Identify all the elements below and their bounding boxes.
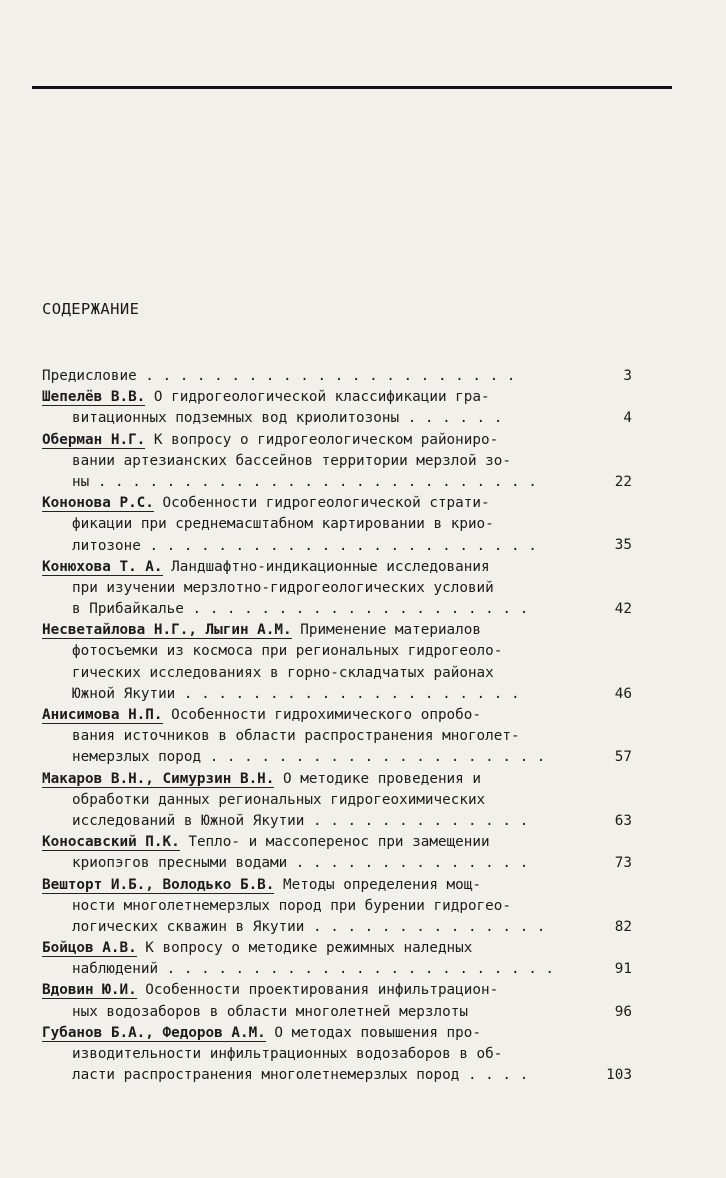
toc-entry bbox=[42, 875, 632, 939]
toc-authors: Несветайлова Н.Г., Лыгин А.М. bbox=[42, 622, 292, 639]
toc-page-number: 91 bbox=[614, 961, 632, 978]
toc-page-number: 57 bbox=[614, 749, 632, 766]
toc-page-number: 63 bbox=[614, 812, 632, 829]
toc-entry bbox=[42, 1023, 632, 1087]
toc-entry-continuation-line bbox=[42, 1065, 632, 1086]
toc-title-text: гических исследованиях в горно-складчатых районах bbox=[72, 664, 494, 681]
toc-page-number: 96 bbox=[614, 1003, 632, 1020]
toc-entry-first-line bbox=[42, 430, 632, 451]
toc-entry-first-line bbox=[42, 769, 632, 790]
toc-page-number: 42 bbox=[614, 601, 632, 618]
toc-title-text: Предисловие . . . . . . . . . . . . . . . . . . . . . . bbox=[42, 368, 516, 384]
toc-entry-continuation-line bbox=[42, 726, 632, 747]
toc-entry-continuation-line bbox=[42, 853, 632, 874]
toc-entry bbox=[42, 980, 632, 1022]
toc-entry-continuation-line bbox=[42, 663, 632, 684]
toc-authors: Макаров В.Н., Симурзин В.Н. bbox=[42, 770, 275, 787]
toc-entry-continuation-line bbox=[42, 472, 632, 493]
toc-entry-first-line bbox=[42, 875, 632, 896]
toc-authors: Вешторт И.Б., Володько Б.В. bbox=[42, 876, 275, 893]
toc-title-text: Ландшафтно-индикационные исследования bbox=[162, 558, 490, 575]
toc-page-number: 46 bbox=[614, 685, 632, 702]
toc-title-text: при изучении мерзлотно-гидрогеологических условий bbox=[72, 579, 494, 596]
toc-entry-continuation-line bbox=[42, 1044, 632, 1065]
contents-heading: СОДЕРЖАНИЕ bbox=[42, 300, 140, 318]
toc-title-text: О методике проведения и bbox=[274, 770, 481, 787]
toc-title-text: изводительности инфильтрационных водозаборов в об- bbox=[72, 1046, 503, 1062]
toc-title-text: О гидрогеологической классификации гра- bbox=[145, 389, 490, 406]
toc-entry-first-line bbox=[42, 832, 632, 853]
toc-entry-continuation-line bbox=[42, 917, 632, 938]
toc-entry-continuation-line bbox=[42, 578, 632, 599]
toc-title-text: обработки данных региональных гидрогеохимических bbox=[72, 791, 486, 808]
toc-entry-first-line bbox=[42, 1023, 632, 1044]
toc-title-text: ных водозаборов в области многолетней мерзлоты bbox=[72, 1003, 468, 1020]
toc-entry-first-line bbox=[42, 938, 632, 959]
toc-entry-first-line bbox=[42, 705, 632, 726]
toc-title-text: вания источников в области распространения многолет- bbox=[72, 728, 520, 745]
toc-entry bbox=[42, 705, 632, 769]
toc-entry-continuation-line bbox=[42, 599, 632, 620]
toc-title-text: исследований в Южной Якутии . . . . . . . . . . . . . bbox=[72, 812, 529, 829]
toc-authors: Шепелёв В.В. bbox=[42, 389, 146, 406]
toc-title-text: в Прибайкалье . . . . . . . . . . . . . . . . . . . . bbox=[72, 601, 529, 618]
toc-authors: Коносавский П.К. bbox=[42, 834, 180, 851]
toc-entry-continuation-line bbox=[42, 684, 632, 705]
toc-page-number: 22 bbox=[614, 473, 632, 490]
toc-title-text: К вопросу о гидрогеологическом райониро- bbox=[145, 431, 499, 448]
toc-title-text: наблюдений . . . . . . . . . . . . . . . . . . . . . . . bbox=[72, 961, 555, 978]
toc-entry-continuation-line bbox=[42, 536, 632, 557]
toc-entry-continuation-line bbox=[42, 790, 632, 811]
toc-title-text: ны . . . . . . . . . . . . . . . . . . . . . . . . . . bbox=[72, 473, 537, 490]
toc-entry-continuation-line bbox=[42, 1002, 632, 1023]
toc-title-text: Особенности проектирования инфильтрацион- bbox=[136, 982, 499, 999]
toc-entry-first-line bbox=[42, 557, 632, 578]
toc-entry bbox=[42, 832, 632, 874]
toc-entry-continuation-line bbox=[42, 408, 632, 429]
top-rule bbox=[32, 86, 672, 89]
toc-title-text: Применение материалов bbox=[291, 622, 481, 639]
toc-title-text: Южной Якутии . . . . . . . . . . . . . . . . . . . . bbox=[72, 685, 520, 702]
toc-entry bbox=[42, 366, 632, 387]
toc-entry-first-line bbox=[42, 493, 632, 514]
toc-title-text: О методах повышения про- bbox=[265, 1024, 481, 1041]
toc-authors: Оберман Н.Г. bbox=[42, 431, 146, 448]
toc-entry-continuation-line bbox=[42, 896, 632, 917]
toc-title-text: вании артезианских бассейнов территории мерзлой зо- bbox=[72, 452, 511, 469]
toc-entry bbox=[42, 493, 632, 557]
toc-entry-first-line bbox=[42, 366, 632, 387]
toc-page-number: 4 bbox=[623, 410, 632, 427]
toc-authors: Анисимова Н.П. bbox=[42, 707, 163, 723]
toc-entry-continuation-line bbox=[42, 451, 632, 472]
table-of-contents bbox=[42, 366, 632, 1086]
toc-page-number: 103 bbox=[606, 1067, 632, 1084]
toc-entry bbox=[42, 938, 632, 980]
toc-entry bbox=[42, 557, 632, 621]
toc-entry-first-line bbox=[42, 980, 632, 1001]
toc-authors: Кононова Р.С. bbox=[42, 495, 154, 512]
toc-page-number: 73 bbox=[614, 855, 632, 872]
toc-title-text: Особенности гидрохимического опробо- bbox=[162, 707, 481, 723]
toc-entry bbox=[42, 769, 632, 833]
toc-title-text: К вопросу о методике режимных наледных bbox=[136, 940, 473, 957]
toc-page-number: 3 bbox=[623, 367, 632, 384]
toc-entry-continuation-line bbox=[42, 641, 632, 662]
toc-entry-first-line bbox=[42, 620, 632, 641]
toc-title-text: Методы определения мощ- bbox=[274, 876, 481, 893]
toc-entry-continuation-line bbox=[42, 514, 632, 535]
toc-entry-continuation-line bbox=[42, 747, 632, 768]
toc-authors: Бойцов А.В. bbox=[42, 940, 137, 957]
toc-entry-first-line bbox=[42, 387, 632, 408]
toc-authors: Губанов Б.А., Федоров А.М. bbox=[42, 1024, 266, 1041]
toc-title-text: литозоне . . . . . . . . . . . . . . . . . . . . . . . bbox=[72, 537, 537, 554]
toc-entry bbox=[42, 430, 632, 494]
toc-title-text: немерзлых пород . . . . . . . . . . . . . . . . . . . . bbox=[72, 749, 546, 766]
toc-title-text: Тепло- и массоперенос при замещении bbox=[179, 834, 490, 851]
toc-title-text: ности многолетнемерзлых пород при бурении гидрогео- bbox=[72, 897, 511, 914]
toc-title-text: фикации при среднемасштабном картировании в крио- bbox=[72, 516, 494, 533]
toc-title-text: Особенности гидрогеологической страти- bbox=[153, 495, 490, 512]
toc-title-text: витационных подземных вод криолитозоны . . . . . . bbox=[72, 410, 503, 427]
toc-title-text: логических скважин в Якутии . . . . . . . . . . . . . . bbox=[72, 918, 546, 935]
toc-authors: Конюхова Т. А. bbox=[42, 558, 163, 575]
toc-title-text: ласти распространения многолетнемерзлых пород . . . . bbox=[72, 1067, 529, 1084]
toc-title-text: криопэгов пресными водами . . . . . . . . . . . . . . bbox=[72, 855, 529, 872]
toc-page-number: 35 bbox=[614, 537, 632, 554]
toc-entry bbox=[42, 387, 632, 429]
toc-title-text: фотосъемки из космоса при региональных гидрогеоло- bbox=[72, 643, 503, 660]
toc-page-number: 82 bbox=[614, 918, 632, 935]
toc-entry bbox=[42, 620, 632, 705]
toc-entry-continuation-line bbox=[42, 959, 632, 980]
toc-authors: Вдовин Ю.И. bbox=[42, 982, 137, 999]
toc-entry-continuation-line bbox=[42, 811, 632, 832]
